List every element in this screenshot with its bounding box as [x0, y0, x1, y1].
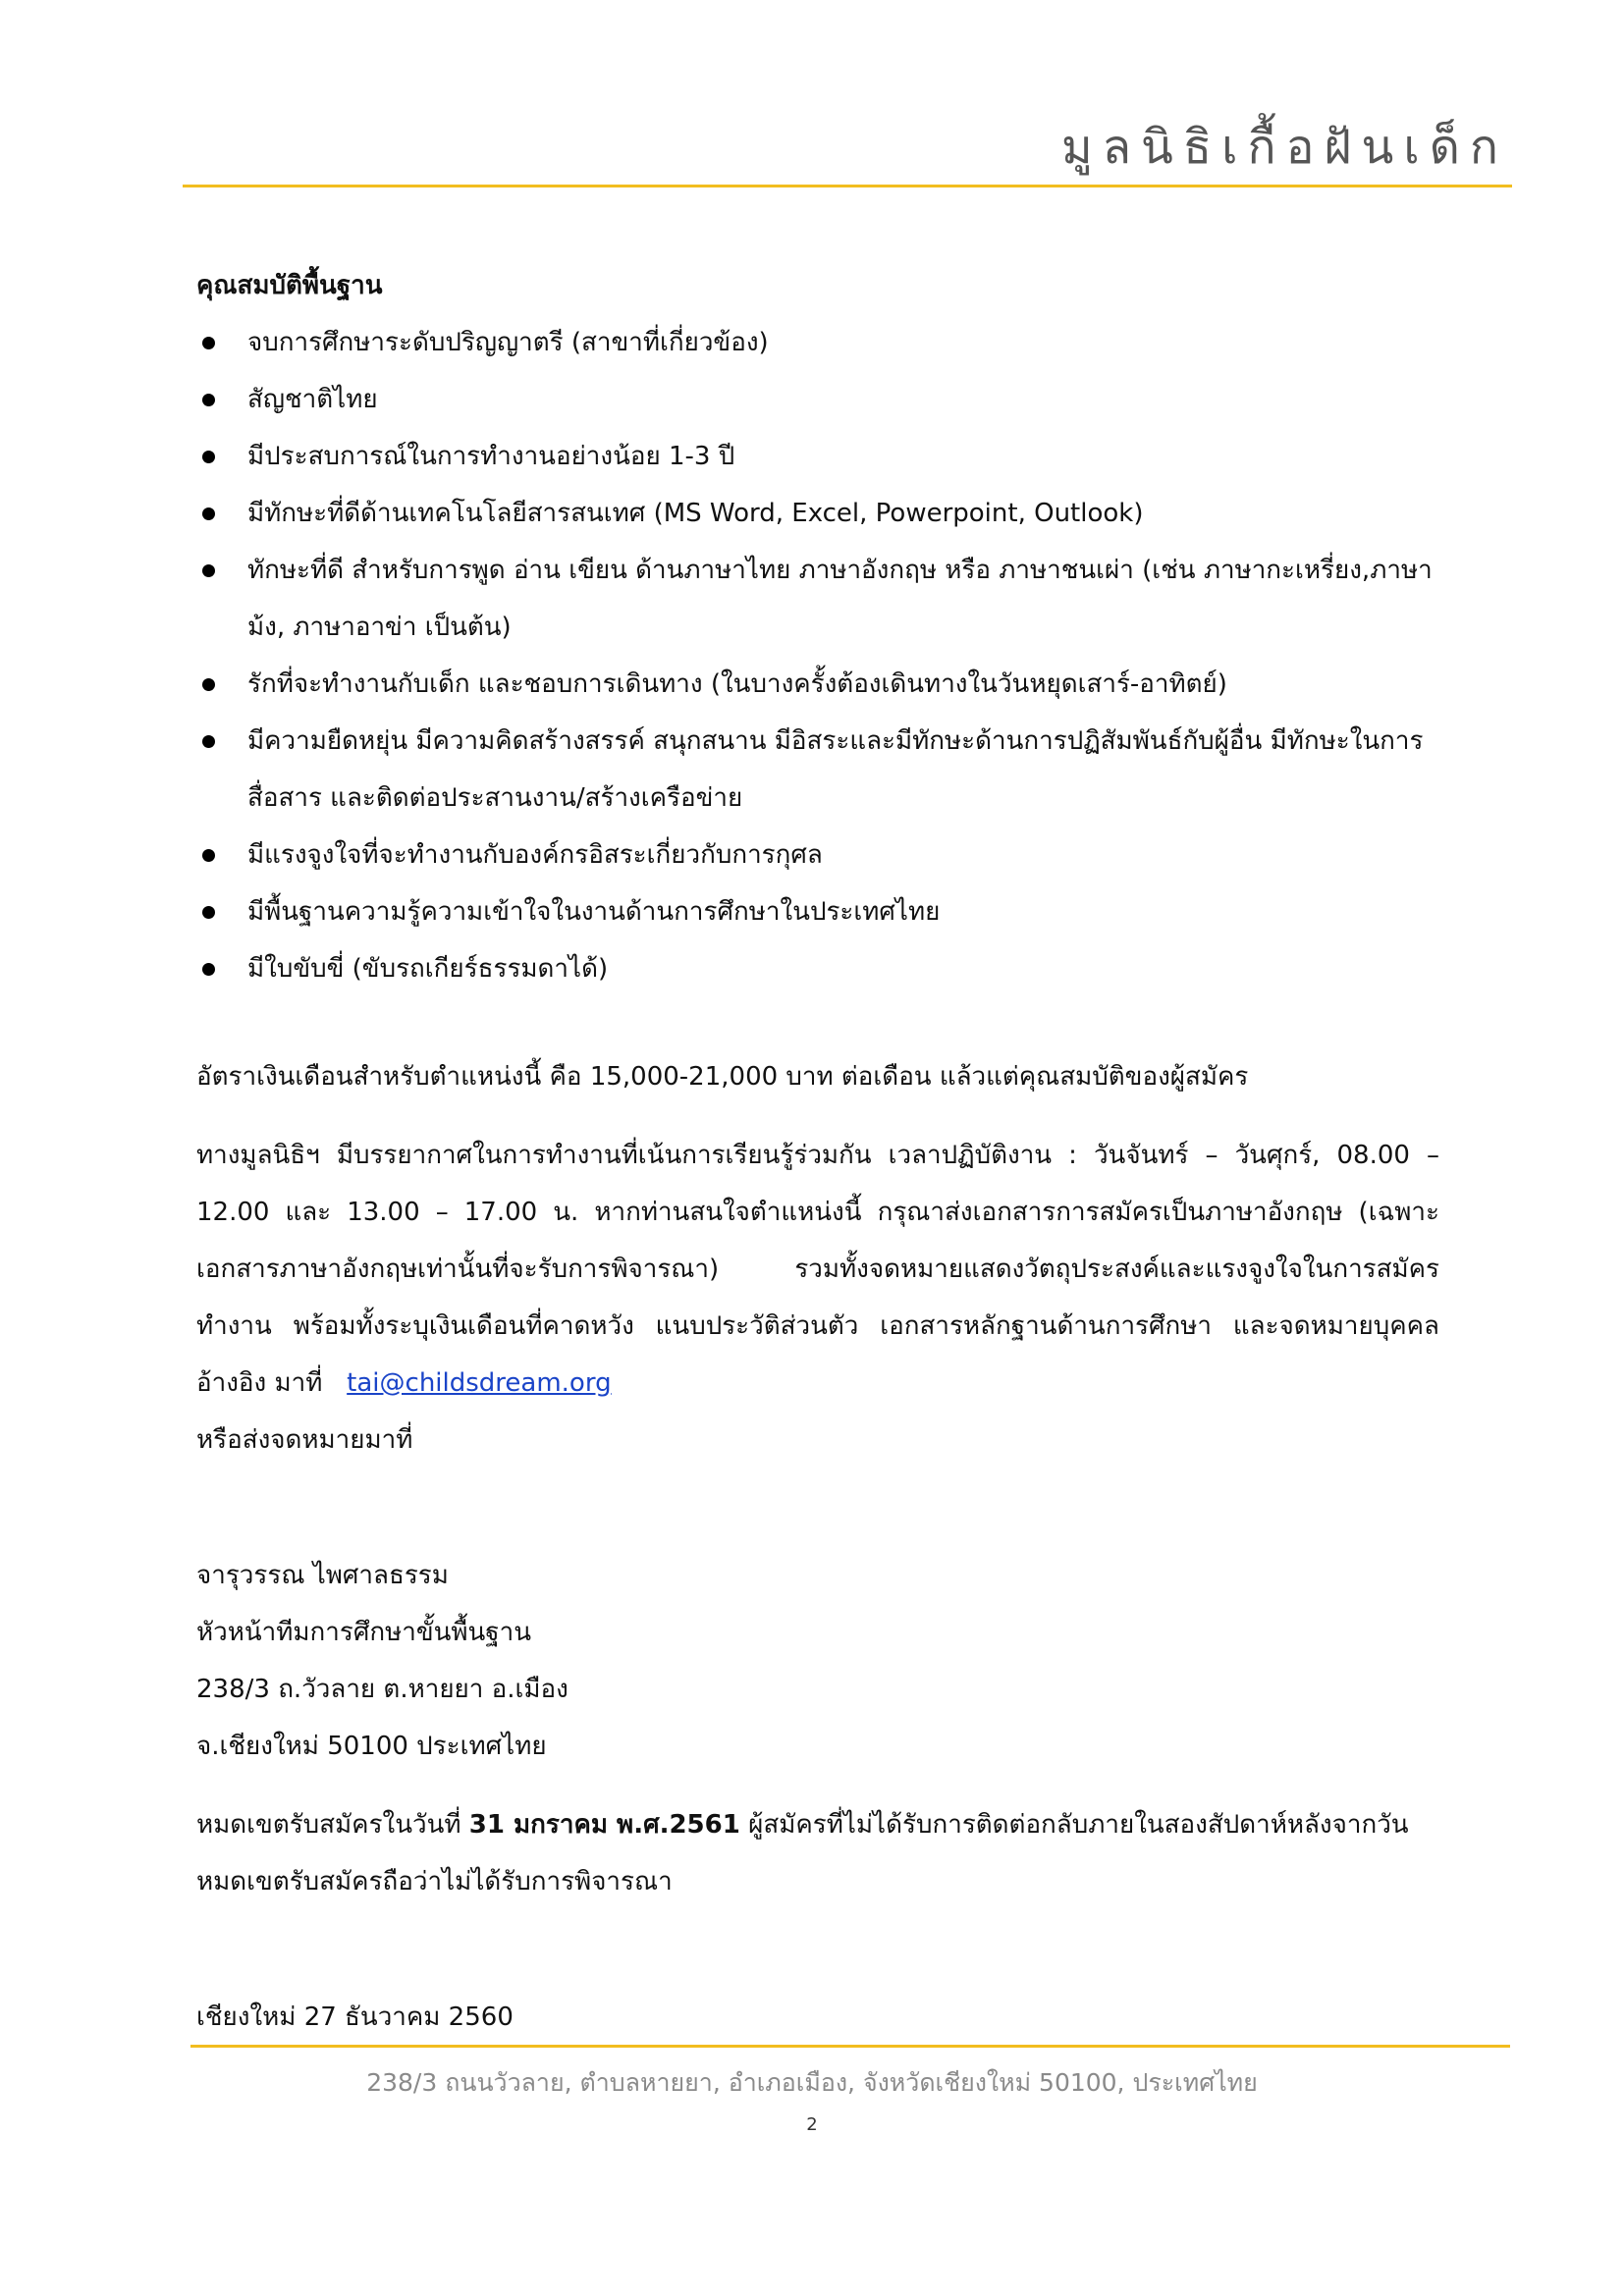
- qualification-text: มีใบขับขี่ (ขับรถเกียร์ธรรมดาได้): [247, 954, 609, 984]
- application-paragraph: [196, 1127, 1439, 1468]
- bullet-icon: [202, 451, 215, 463]
- qualification-item: [196, 883, 1439, 940]
- deadline-suffix: ผู้สมัครที่ไม่ได้รับการติดต่อกลับภายในสองสัปดาห์หลังจากวันหมดเขตรับสมัครถือว่าไม่ได้รับการพิจารณา: [196, 1810, 1409, 1896]
- qualification-item: [196, 428, 1439, 485]
- qualification-item: [196, 314, 1439, 371]
- bullet-icon: [202, 394, 215, 406]
- qualification-text: ทักษะที่ดี สำหรับการพูด อ่าน เขียน ด้านภาษาไทย ภาษาอังกฤษ หรือ ภาษาชนเผ่า (เช่น ภาษากะเหรี่ยง,ภาษาม้ง, ภาษาอาข่า เป็นต้น): [247, 556, 1433, 642]
- footer-address: 238/3 ถนนวัวลาย, ตำบลหายยา, อำเภอเมือง, จังหวัดเชียงใหม่ 50100, ประเทศไทย: [366, 2068, 1258, 2097]
- application-text: ทางมูลนิธิฯ มีบรรยากาศในการทำงานที่เน้นการเรียนรู้ร่วมกัน เวลาปฏิบัติงาน : วันจันทร์ – วันศุกร์, 08.00 – 12.00 และ 13.00 – 17.00 น. หากท่านสนใจตำแหน่งนี้ กรุณาส่งเอกสารการสมัครเป็นภาษาอังกฤษ (เฉพาะเอกสารภาษาอังกฤษเท่านั้นที่จะรับการพิจารณา) รวมทั้งจดหมายแสดงวัตถุประสงค์และแรงจูงใจในการสมัครทำงาน พร้อมทั้งระบุเงินเดือนที่คาดหวัง แนบประวัติส่วนตัว เอกสารหลักฐานด้านการศึกษา และจดหมายบุคคลอ้างอิง มาที่: [196, 1141, 1439, 1398]
- deadline-paragraph: [196, 1796, 1439, 1910]
- contact-name: จารุวรรณ ไพศาลธรรม: [196, 1561, 449, 1590]
- footer-rule: [190, 2045, 1510, 2048]
- qualification-text: รักที่จะทำงานกับเด็ก และชอบการเดินทาง (ในบางครั้งต้องเดินทางในวันหยุดเสาร์-อาทิตย์): [247, 669, 1227, 699]
- qualification-text: มีพื้นฐานความรู้ความเข้าใจในงานด้านการศึกษาในประเทศไทย: [247, 897, 941, 927]
- qualification-item: [196, 827, 1439, 883]
- deadline-date: 31 มกราคม พ.ศ.2561: [468, 1810, 740, 1840]
- qualification-text: มีแรงจูงใจที่จะทำงานกับองค์กรอิสระเกี่ยวกับการกุศล: [247, 840, 823, 870]
- page-number: 2: [806, 2114, 818, 2135]
- contact-position: หัวหน้าทีมการศึกษาขั้นพื้นฐาน: [196, 1618, 531, 1647]
- application-after-email: หรือส่งจดหมายมาที่: [196, 1425, 413, 1455]
- contact-address-line1: 238/3 ถ.วัวลาย ต.หายยา อ.เมือง: [196, 1675, 568, 1704]
- bullet-icon: [202, 963, 215, 976]
- qualification-text: มีความยืดหยุ่น มีความคิดสร้างสรรค์ สนุกสนาน มีอิสระและมีทักษะด้านการปฏิสัมพันธ์กับผู้อื่น มีทักษะในการสื่อสาร และติดต่อประสานงาน/สร้างเครือข่าย: [247, 726, 1424, 813]
- header-org-name: มูลนิธิเกื้อฝันเด็ก: [1060, 120, 1508, 175]
- qualification-text: จบการศึกษาระดับปริญญาตรี (สาขาที่เกี่ยวข้อง): [247, 328, 769, 357]
- qualification-text: สัญชาติไทย: [247, 385, 378, 414]
- qualification-item: [196, 371, 1439, 428]
- document-body: [196, 257, 1439, 2046]
- qualification-text: มีประสบการณ์ในการทำงานอย่างน้อย 1-3 ปี: [247, 442, 735, 471]
- qualification-text: มีทักษะที่ดีด้านเทคโนโลยีสารสนเทศ (MS Word, Excel, Powerpoint, Outlook): [247, 499, 1144, 528]
- qualification-item: [196, 485, 1439, 542]
- qualifications-list: [196, 314, 1439, 997]
- qualifications-heading: คุณสมบัติพื้นฐาน: [196, 271, 383, 300]
- qualification-item: [196, 713, 1439, 827]
- qualification-item: [196, 940, 1439, 997]
- bullet-icon: [202, 564, 215, 577]
- contact-address-line2: จ.เชียงใหม่ 50100 ประเทศไทย: [196, 1732, 547, 1761]
- qualification-item: [196, 656, 1439, 713]
- bullet-icon: [202, 849, 215, 862]
- bullet-icon: [202, 337, 215, 349]
- bullet-icon: [202, 678, 215, 691]
- bullet-icon: [202, 507, 215, 520]
- header-rule: [183, 185, 1512, 187]
- date-line: เชียงใหม่ 27 ธันวาคม 2560: [196, 2002, 514, 2032]
- qualification-item: [196, 542, 1439, 656]
- bullet-icon: [202, 735, 215, 748]
- email-link[interactable]: tai@childsdream.org: [347, 1368, 612, 1398]
- deadline-prefix: หมดเขตรับสมัครในวันที่: [196, 1810, 461, 1840]
- salary-paragraph: อัตราเงินเดือนสำหรับตำแหน่งนี้ คือ 15,000-21,000 บาท ต่อเดือน แล้วแต่คุณสมบัติของผู้สมัคร: [196, 1062, 1249, 1092]
- bullet-icon: [202, 906, 215, 919]
